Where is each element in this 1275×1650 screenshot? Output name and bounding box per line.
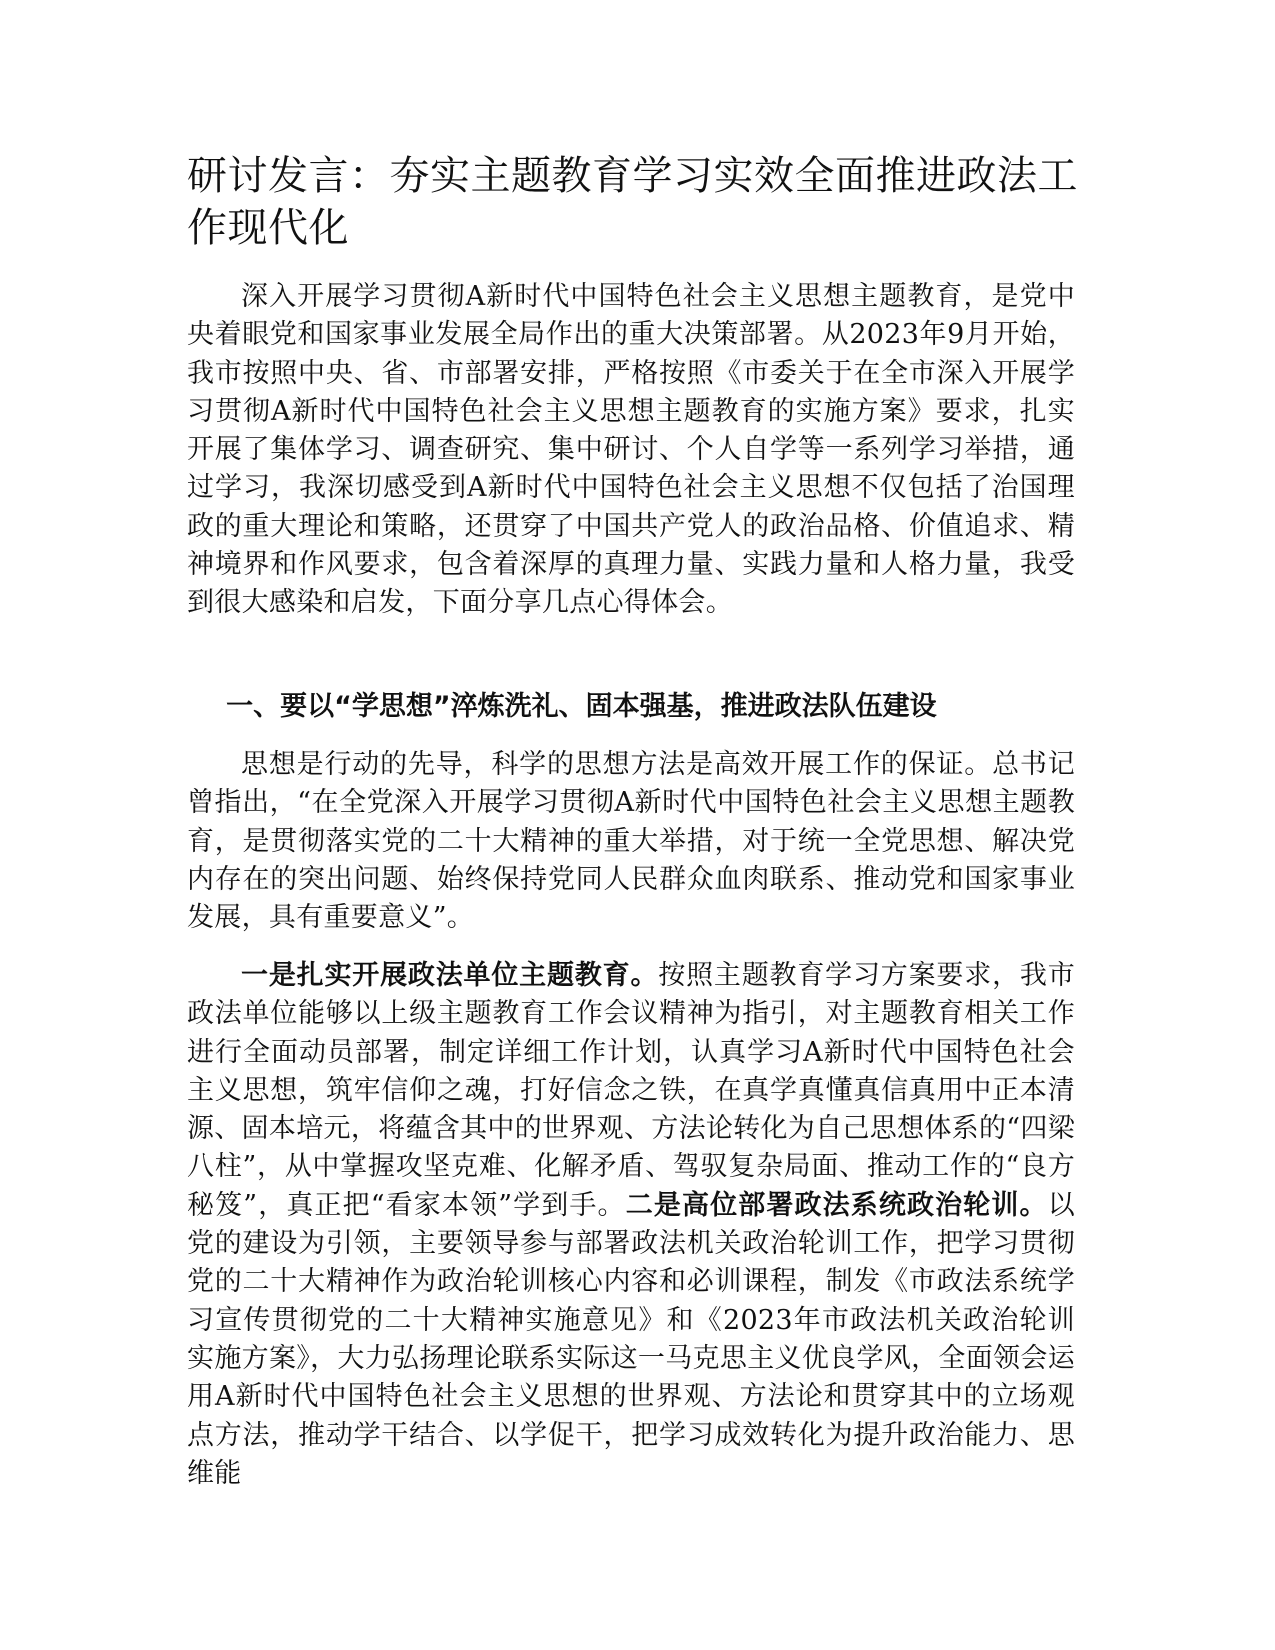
paragraph-2: 思想是行动的先导，科学的思想方法是高效开展工作的保证。总书记曾指出，“在全党深入开展学习贯彻A新时代中国特色社会主义思想主题教育，是贯彻落实党的二十大精神的重大举措，对于统一全党思想、解决党内存在的突出问题、始终保持党同人民群众血肉联系、推动党和国家事业发展，具有重要意义”。 [187, 749, 1075, 934]
paragraph-3 [187, 957, 1075, 1493]
document-title: 研讨发言：夯实主题教育学习实效全面推进政法工作现代化 [187, 153, 1078, 251]
paragraph-3-text-2: 以党的建设为引领，主要领导参与部署政法机关政治轮训工作，把学习贯彻党的二十大精神作为政治轮训核心内容和必训课程，制发《市政法系统学习宣传贯彻党的二十大精神实施意见》和《2023年市政法机关政治轮训实施方案》，大力弘扬理论联系实际这一马克思主义优良学风，全面领会运用A新时代中国特色社会主义思想的世界观、方法论和贯穿其中的立场观点方法，推动学干结合、以学促干，把学习成效转化为提升政治能力、思维能 [187, 1189, 1076, 1489]
section-heading-1: 一、要以“学思想”淬炼洗礼、固本强基，推进政法队伍建设 [226, 691, 937, 722]
paragraph-3-lead-2: 二是高位部署政法系统政治轮训。 [625, 1189, 1048, 1221]
intro-paragraph: 深入开展学习贯彻A新时代中国特色社会主义思想主题教育，是党中央着眼党和国家事业发展全局作出的重大决策部署。从2023年9月开始，我市按照中央、省、市部署安排，严格按照《市委关于在全市深入开展学习贯彻A新时代中国特色社会主义思想主题教育的实施方案》要求，扎实开展了集体学习、调查研究、集中研讨、个人自学等一系列学习举措，通过学习，我深切感受到A新时代中国特色社会主义思想不仅包括了治国理政的重大理论和策略，还贯穿了中国共产党人的政治品格、价值追求、精神境界和作风要求，包含着深厚的真理力量、实践力量和人格力量，我受到很大感染和启发，下面分享几点心得体会。 [187, 281, 1075, 619]
paragraph-3-text-1: 按照主题教育学习方案要求，我市政法单位能够以上级主题教育工作会议精神为指引，对主题教育相关工作进行全面动员部署，制定详细工作计划，认真学习A新时代中国特色社会主义思想，筑牢信仰之魂，打好信念之铁，在真学真懂真信真用中正本清源、固本培元，将蕴含其中的世界观、方法论转化为自己思想体系的“四梁八柱”，从中掌握攻坚克难、化解矛盾、驾驭复杂局面、推动工作的“良方秘笈”，真正把“看家本领”学到手。 [187, 960, 1076, 1221]
paragraph-3-lead-1: 一是扎实开展政法单位主题教育。 [241, 960, 659, 991]
